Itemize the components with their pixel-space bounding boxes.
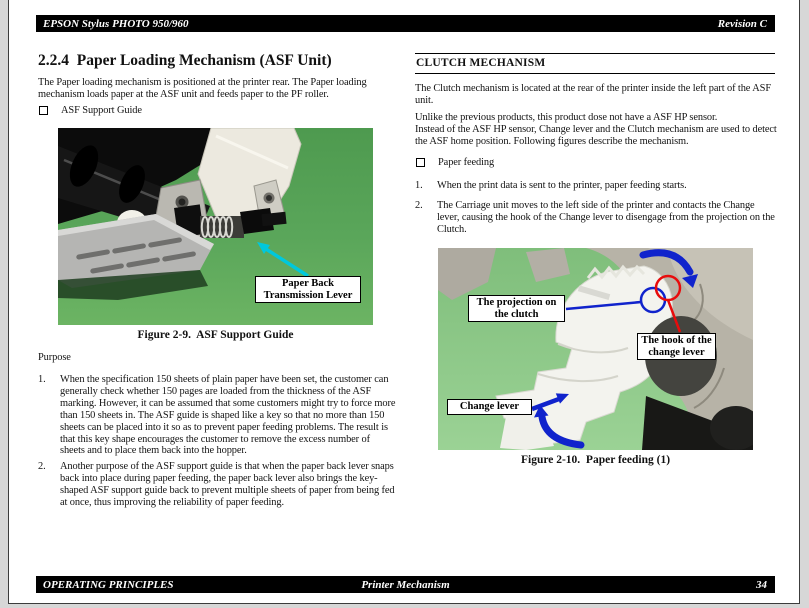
callout-change-lever: Change lever <box>447 399 532 415</box>
clutch-mechanism-heading: CLUTCH MECHANISM <box>415 53 775 74</box>
clutch-paragraph-2 <box>415 112 777 148</box>
list-item-number: 1. <box>38 374 46 385</box>
list-item-number: 2. <box>38 461 46 472</box>
bullet-label: ASF Support Guide <box>61 105 142 116</box>
list-item-text: Another purpose of the ASF support guide is that when the paper back lever snaps back into place during paper feeding, the paper back lever also brings the key-shaped ASF support guide back to prevent multiple sheets of paper from being fed at once, thus improving the reliability of paper feeding. <box>60 461 395 508</box>
list-item <box>415 200 777 236</box>
bullet-label: Paper feeding <box>438 157 495 168</box>
header-product-title: EPSON Stylus PHOTO 950/960 <box>43 17 189 30</box>
list-item-text: The Carriage unit moves to the left side of the printer and contacts the Change lever, causing the hook of the Change lever to disengage from the projection on the Clutch. <box>437 200 775 235</box>
checkbox-icon <box>416 158 425 167</box>
list-item-number: 1. <box>415 180 423 191</box>
clutch-paragraph-1: The Clutch mechanism is located at the rear of the printer inside the left part of the ASF unit. <box>415 83 772 106</box>
header-revision: Revision C <box>717 17 767 30</box>
footer-bar <box>36 576 775 593</box>
list-item-number: 2. <box>415 200 423 211</box>
purpose-label: Purpose <box>38 352 71 363</box>
list-item-text: When the specification 150 sheets of plain paper have been set, the customer can generally check whether 150 pages are loaded from the thickness of the ASF marking. However, it can be assumed that some customers might try to force more than 150 sheets in. The ASF guide is shaped like a key so that no more than 150 sheets can be placed into it so as to prevent paper feeding problems. The result is that this key shape encourages the customer to remove the excess number of sheets and to place them back into the hopper. <box>60 374 396 457</box>
figure-2-9-photo <box>58 128 373 325</box>
figure-2-10-caption: Figure 2-10. Paper feeding (1) <box>520 454 671 466</box>
list-item <box>415 180 777 192</box>
header-bar <box>36 15 775 32</box>
callout-hook-of-change-lever: The hook of the change lever <box>637 333 716 360</box>
callout-projection-on-clutch: The projection on the clutch <box>468 295 565 322</box>
footer-chapter-title: Printer Mechanism <box>361 578 450 591</box>
list-item-text: When the print data is sent to the printer, paper feeding starts. <box>437 180 687 191</box>
figure-2-9-caption: Figure 2-9. ASF Support Guide <box>137 329 294 341</box>
callout-paper-back-transmission-lever: Paper Back Transmission Lever <box>255 276 361 303</box>
clutch-paragraph-2-rest: Instead of the ASF HP sensor, Change lever and the Clutch mechanism are used to detect the ASF home position. Following figures describe the mechanism. <box>415 123 777 147</box>
intro-paragraph: The Paper loading mechanism is positioned at the printer rear. The Paper loading mechanism loads paper at the ASF unit and feeds paper to the PF roller. <box>38 77 367 100</box>
section-heading: 2.2.4 Paper Loading Mechanism (ASF Unit) <box>38 52 332 69</box>
checkbox-icon <box>39 106 48 115</box>
bullet-asf-support-guide <box>39 105 142 117</box>
footer-section-title: OPERATING PRINCIPLES <box>43 578 174 591</box>
figure-2-10-photo <box>438 248 753 450</box>
bullet-paper-feeding <box>416 157 494 169</box>
footer-page-number: 34 <box>756 578 767 591</box>
list-item <box>38 461 396 509</box>
list-item <box>38 374 396 457</box>
clutch-paragraph-2-line1: Unlike the previous products, this product dose not have a ASF HP sensor. <box>415 112 718 123</box>
